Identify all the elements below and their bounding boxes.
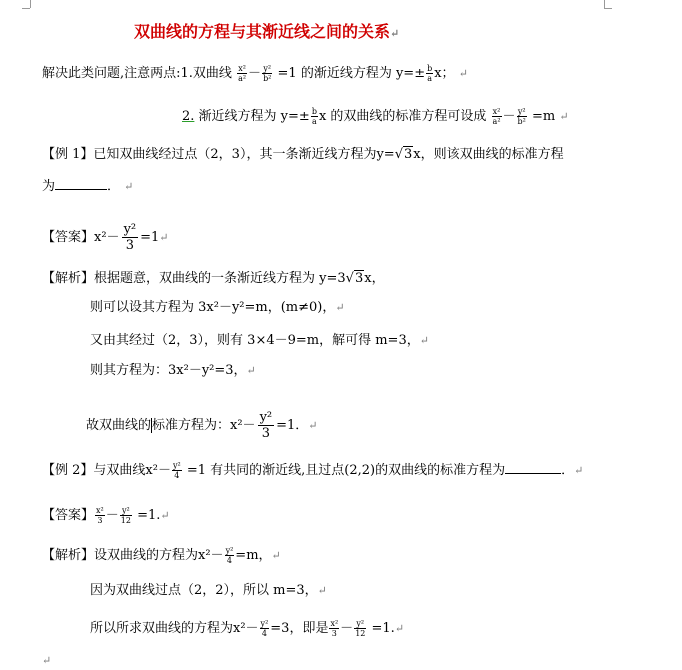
answer-label: 【答案】: [42, 508, 95, 523]
fraction: $\frac{b}{a}$: [427, 64, 433, 83]
paragraph-mark: ↵: [458, 67, 468, 80]
page-corner-mark: [604, 8, 612, 9]
solution-1-line-4: 则其方程为：3x²－y²=3，↵: [90, 363, 256, 378]
fraction: $\frac{\text{x²}}{3}$: [330, 619, 339, 638]
paragraph-mark: ↵: [42, 654, 52, 667]
intro-line-1: 解决此类问题,注意两点:1.双曲线 $\frac{\text{x²}}{\text{a²}}$ － $\frac{\text{y²}}{\text{b²}}$ =1 的渐近线方程为 y=± $\frac{b}{a}$ x； ↵: [42, 64, 468, 83]
fraction: $\frac{\text{y²}}{\text{b²}}$: [517, 107, 526, 126]
fraction: $\frac{\text{x²}}{3}$: [96, 506, 104, 525]
paragraph-mark: ↵: [390, 27, 400, 40]
answer-1: 【答案】x²－ $\frac{\text{y²}}{3}$ =1↵: [42, 222, 169, 253]
answer-2: 【答案】 $\frac{\text{x²}}{3}$ － $\frac{\text{y²}}{12}$ =1.↵: [42, 506, 170, 525]
paragraph-mark: ↵: [159, 231, 169, 244]
paragraph-mark: ↵: [317, 584, 327, 597]
page-corner-mark: [604, 0, 605, 8]
solution-1-line-1: 【解析】根据题意，双曲线的一条渐近线方程为 y=3√3x，: [42, 271, 385, 286]
fraction: $\frac{\text{y²}}{12}$: [355, 619, 366, 638]
fraction: $\frac{b}{a}$: [311, 107, 317, 126]
sqrt: √3: [394, 147, 413, 162]
solution-label: 【解析】: [42, 271, 95, 286]
fraction: $\frac{\text{x²}}{\text{a²}}$: [492, 107, 501, 126]
solution-2-line-1: 【解析】设双曲线的方程为x²－ $\frac{\text{y²}}{4}$ =m，↵: [42, 546, 281, 565]
example-1-line-2: 为 ． ↵: [42, 179, 134, 194]
page-corner-mark: [22, 8, 30, 9]
paragraph-mark: ↵: [160, 509, 170, 522]
paragraph-mark: ↵: [246, 364, 256, 377]
solution-label: 【解析】: [42, 548, 95, 563]
document-title: 双曲线的方程与其渐近线之间的关系↵: [134, 22, 400, 41]
paragraph-mark: ↵: [559, 110, 569, 123]
sqrt: √3: [345, 271, 364, 286]
paragraph-mark: ↵: [271, 549, 281, 562]
answer-label: 【答案】: [42, 230, 95, 245]
paragraph-mark: ↵: [124, 180, 134, 193]
answer-blank: [55, 177, 107, 190]
fraction: $\frac{\text{x²}}{\text{a²}}$: [238, 64, 247, 83]
fraction: $\frac{\text{y²}}{4}$: [260, 619, 269, 638]
answer-blank: [505, 461, 561, 474]
solution-2-line-3: 所以所求双曲线的方程为x²－ $\frac{\text{y²}}{4}$ =3，即是 $\frac{\text{x²}}{3}$ － $\frac{\text{y²}}{12}$ =1.↵: [90, 619, 405, 638]
fraction: $\frac{\text{y²}}{4}$: [172, 461, 181, 480]
fraction: $\frac{\text{y²}}{3}$: [259, 410, 273, 441]
fraction: $\frac{\text{y²}}{4}$: [225, 546, 234, 565]
fraction: $\frac{\text{y²}}{3}$: [123, 222, 137, 253]
solution-1-line-3: 又由其经过（2，3），则有 3×4－9=m，解可得 m=3，↵: [90, 333, 429, 348]
example-label: 【例 1】: [42, 147, 94, 162]
empty-paragraph: [42, 652, 51, 670]
paragraph-mark: ↵: [308, 419, 318, 432]
fraction: $\frac{\text{y²}}{12}$: [120, 506, 131, 525]
solution-2-line-2: 因为双曲线过点（2，2），所以 m=3，↵: [90, 583, 327, 598]
solution-1-line-2: 则可以设其方程为 3x²－y²=m，(m≠0)，↵: [90, 300, 345, 315]
fraction: $\frac{\text{y²}}{\text{b²}}$: [263, 64, 272, 83]
paragraph-mark: ↵: [394, 622, 405, 635]
page-corner-mark: [30, 0, 31, 8]
intro-line-2: 2. 渐近线方程为 y=± $\frac{b}{a}$ x 的双曲线的标准方程可设成 $\frac{\text{x²}}{\text{a²}}$ － $\frac{\text{y²}}{\text{b²}}$ =m ↵: [182, 107, 569, 126]
paragraph-mark: ↵: [574, 464, 584, 477]
paragraph-mark: ↵: [335, 301, 345, 314]
paragraph-mark: ↵: [419, 334, 429, 347]
example-1-line-1: 【例 1】已知双曲线经过点（2，3），其一条渐近线方程为y=√3x，则该双曲线的标准方程: [42, 147, 564, 162]
example-label: 【例 2】: [42, 463, 94, 478]
solution-1-line-5: 故双曲线的标准方程为：x²－ $\frac{\text{y²}}{3}$ =1．↵: [86, 410, 318, 441]
example-2: 【例 2】与双曲线x²－ $\frac{\text{y²}}{4}$ =1 有共同的渐近线,且过点(2,2)的双曲线的标准方程为 ．↵: [42, 461, 584, 480]
